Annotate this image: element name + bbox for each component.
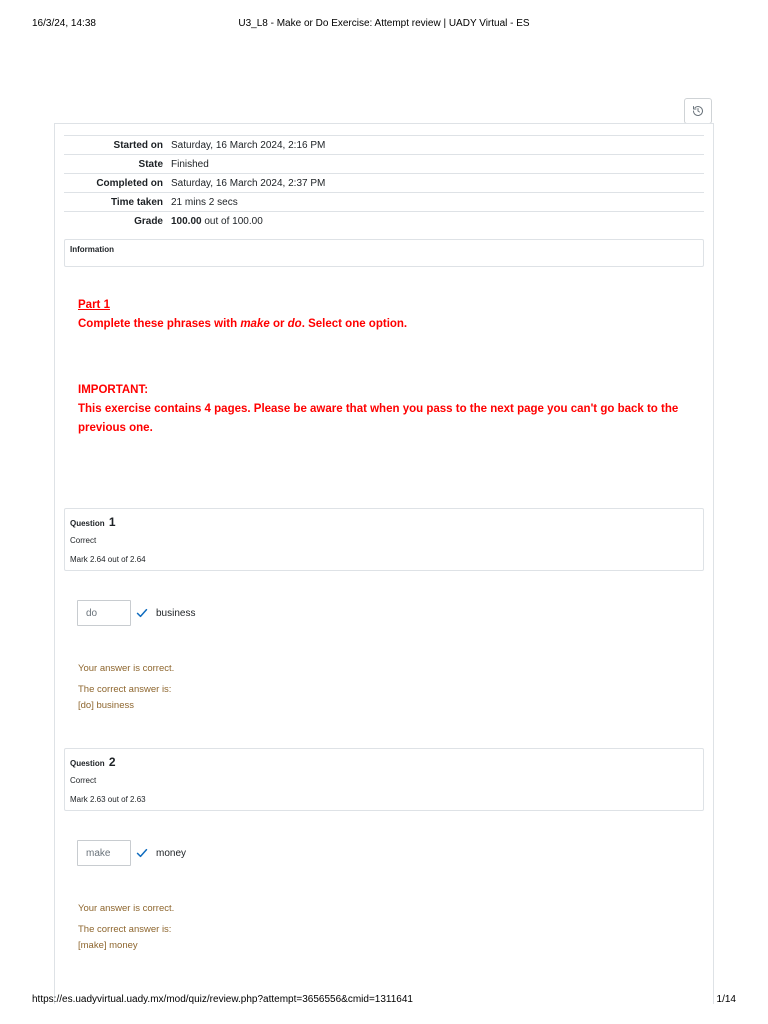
question-label: Question	[70, 519, 105, 528]
answer-word: business	[156, 607, 196, 619]
instructions	[78, 296, 698, 438]
correct-answer: [do] business	[78, 700, 134, 711]
correct-answer: [make] money	[78, 940, 138, 951]
instruction-text: or	[269, 318, 288, 330]
grade-total: out of 100.00	[201, 215, 263, 227]
summary-row-completed	[64, 174, 704, 193]
summary-value: Finished	[167, 155, 704, 174]
grade-score: 100.00	[171, 215, 202, 227]
question-state: Correct	[70, 536, 97, 545]
summary-row-grade	[64, 212, 704, 231]
correct-answer-label: The correct answer is:	[78, 684, 172, 695]
question-state: Correct	[70, 776, 97, 785]
important-text: This exercise contains 4 pages. Please be aware that when you pass to the next page you can't go back to the previous one.	[78, 403, 679, 434]
summary-row-started	[64, 136, 704, 155]
instruction-do: do	[287, 318, 302, 330]
summary-label: Time taken	[64, 193, 167, 212]
summary-value: Saturday, 16 March 2024, 2:16 PM	[167, 136, 704, 155]
answer-word: money	[156, 847, 187, 859]
summary-value: Saturday, 16 March 2024, 2:37 PM	[167, 174, 704, 193]
summary-label: Completed on	[64, 174, 167, 193]
print-page-number: 1/14	[716, 994, 736, 1005]
summary-label: State	[64, 155, 167, 174]
summary-row-time	[64, 193, 704, 212]
question-mark: Mark 2.63 out of 2.63	[70, 795, 146, 804]
print-header	[0, 18, 768, 32]
instruction-make: make	[240, 318, 270, 330]
question-title	[70, 515, 116, 529]
part-label: Part 1	[78, 299, 110, 311]
answer-input[interactable]	[77, 600, 131, 626]
instruction-line	[78, 315, 698, 334]
print-url: https://es.uadyvirtual.uady.mx/mod/quiz/review.php?attempt=3656556&cmid=1311641	[32, 994, 413, 1005]
question-info-box	[64, 508, 704, 571]
print-datetime: 16/3/24, 14:38	[32, 18, 96, 29]
question-title	[70, 755, 116, 769]
question-number: 2	[108, 755, 116, 769]
print-footer	[0, 994, 768, 1008]
question-info-box	[64, 748, 704, 811]
summary-row-state	[64, 155, 704, 174]
feedback-text: Your answer is correct.	[78, 903, 175, 914]
answer-feedback	[78, 901, 174, 954]
answer-input[interactable]	[77, 840, 131, 866]
answer-feedback	[78, 661, 174, 714]
summary-value: 21 mins 2 secs	[167, 193, 704, 212]
information-box	[64, 239, 704, 267]
history-icon	[692, 105, 704, 117]
answer-row	[77, 600, 195, 626]
important-label: IMPORTANT:	[78, 384, 149, 396]
question-mark: Mark 2.64 out of 2.64	[70, 555, 146, 564]
correct-answer-label: The correct answer is:	[78, 924, 172, 935]
summary-value	[167, 212, 704, 231]
print-page-title: U3_L8 - Make or Do Exercise: Attempt review | UADY Virtual - ES	[238, 18, 530, 29]
feedback-text: Your answer is correct.	[78, 663, 175, 674]
information-label: Information	[70, 245, 114, 254]
instruction-text: . Select one option.	[301, 318, 408, 330]
summary-label: Grade	[64, 212, 167, 231]
answer-row	[77, 840, 186, 866]
history-button[interactable]	[684, 98, 712, 124]
instruction-text: Complete these phrases with	[78, 318, 241, 330]
check-icon	[136, 607, 148, 619]
question-number: 1	[108, 515, 116, 529]
summary-label: Started on	[64, 136, 167, 155]
question-label: Question	[70, 759, 105, 768]
attempt-summary-table	[64, 135, 704, 230]
check-icon	[136, 847, 148, 859]
